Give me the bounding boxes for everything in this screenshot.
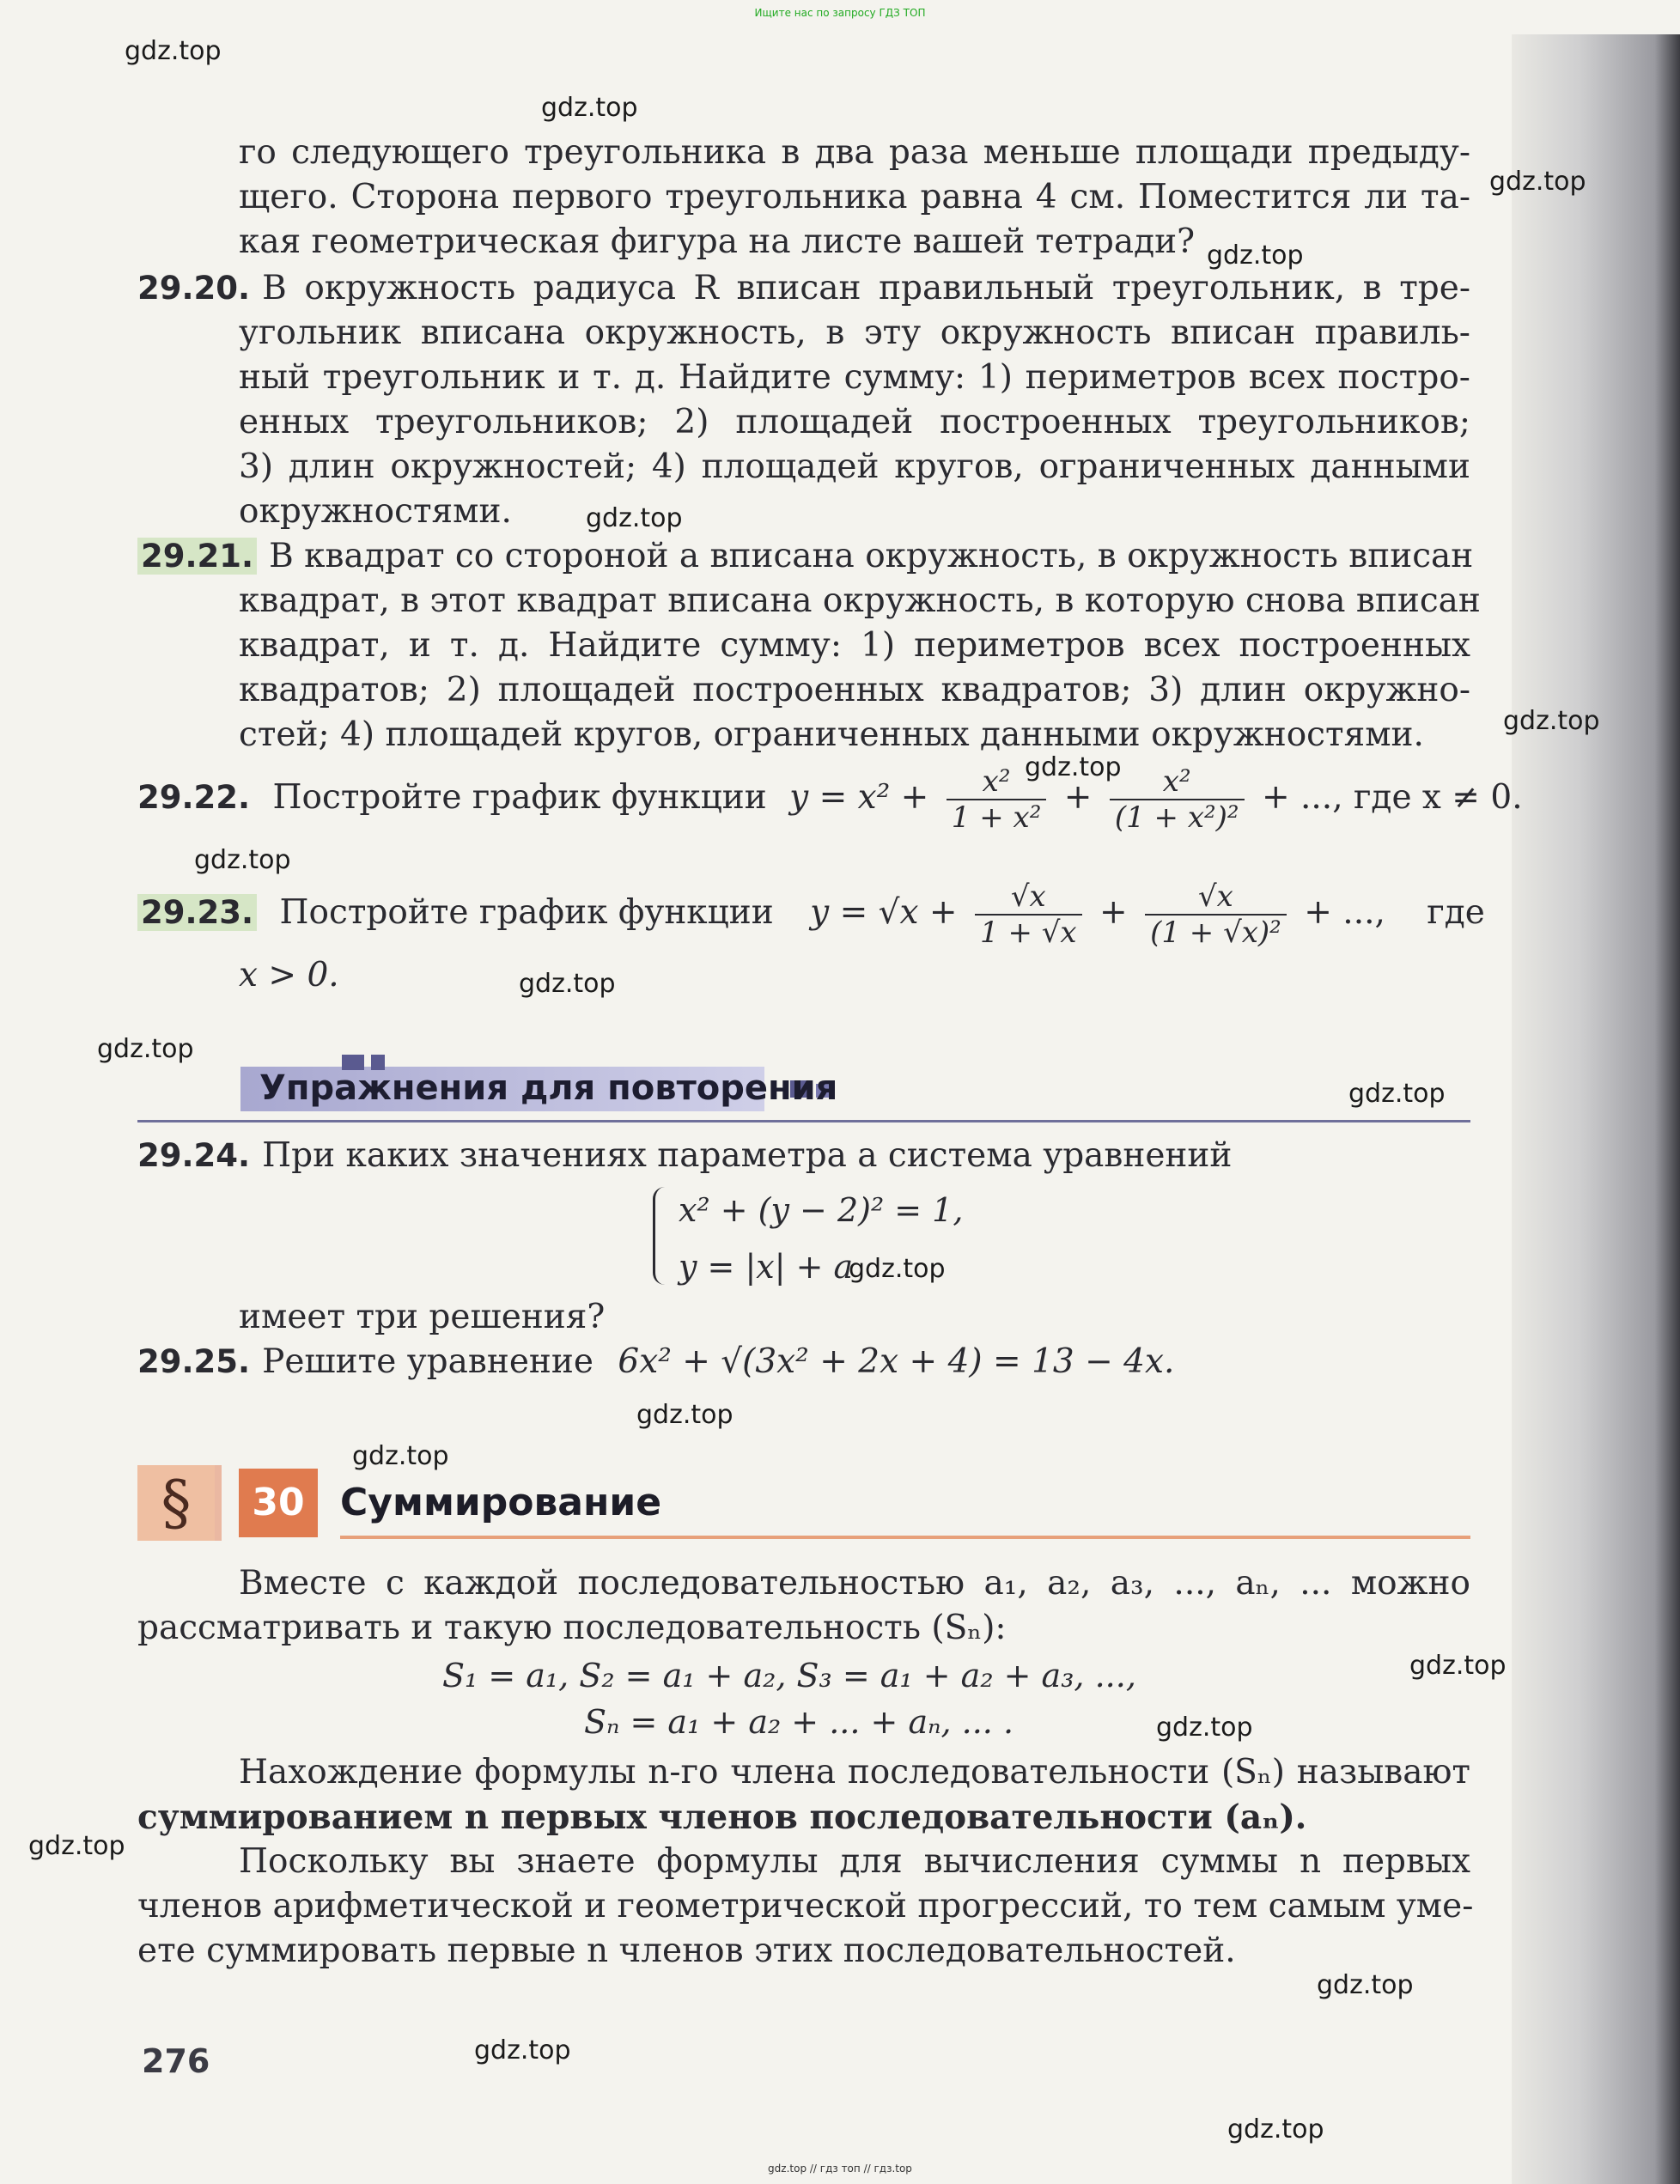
text-line: членов арифметической и геометрической прогрессий, то тем самым уме-	[137, 1887, 1474, 1925]
watermark: gdz.top	[125, 36, 222, 66]
text-line: Вместе с каждой последовательностью a₁, a₂, a₃, ..., aₙ, ... можно	[239, 1564, 1470, 1603]
numerator: √x	[1145, 879, 1287, 916]
formula: 6x² + √(3x² + 2x + 4) = 13 − 4x.	[618, 1342, 1175, 1381]
fraction	[947, 764, 1047, 835]
watermark: gdz.top	[1156, 1713, 1253, 1743]
text-line: кая геометрическая фигура на листе вашей тетради?	[239, 222, 1196, 261]
page-number: 276	[142, 2042, 210, 2080]
exercise-text: Постройте график функции	[279, 893, 774, 932]
text-line: го следующего треугольника в два раза меньше площади предыду-	[239, 133, 1470, 172]
bottom-banner: gdz.top // гдз топ // гдз.top	[768, 2163, 912, 2175]
text-line: В окружность радиуса R вписан правильный треугольник, в тре-	[262, 269, 1470, 307]
equation: x² + (y − 2)² = 1,	[679, 1191, 964, 1229]
paragraph-heading	[137, 1465, 1470, 1542]
text-line: рассматривать и такую последовательность (Sₙ):	[137, 1609, 1007, 1647]
fraction	[1145, 879, 1287, 950]
watermark: gdz.top	[1348, 1079, 1446, 1109]
watermark: gdz.top	[1227, 2114, 1324, 2144]
text-line: квадрат, в этот квадрат вписана окружность, в которую снова вписан	[239, 581, 1481, 620]
exercise-number: 29.20.	[137, 270, 251, 307]
text-line: 3) длин окружностей; 4) площадей кругов, ограниченных данными	[239, 447, 1470, 486]
top-banner: Ищите нас по запросу ГДЗ ТОП	[754, 7, 926, 19]
text-line: окружностями.	[239, 492, 512, 531]
watermark: gdz.top	[352, 1441, 449, 1471]
text-line: В квадрат со стороной a вписана окружность, в окружность вписан	[269, 537, 1474, 575]
fraction	[1110, 764, 1245, 835]
section-title: Упражнения для повторения	[259, 1068, 838, 1108]
watermark: gdz.top	[474, 2035, 571, 2065]
text-line: Поскольку вы знаете формулы для вычисления суммы n первых	[239, 1842, 1470, 1881]
text-line: стей; 4) площадей кругов, ограниченных данными окружностями.	[239, 715, 1424, 754]
plus-sign: +	[1063, 778, 1093, 817]
watermark: gdz.top	[1317, 1970, 1414, 2000]
formula: y = √x +	[810, 893, 958, 932]
text-line: енных треугольников; 2) площадей построенных треугольников;	[239, 403, 1470, 441]
numerator: √x	[975, 879, 1082, 916]
numerator: x²	[1110, 764, 1245, 800]
denominator: (1 + √x)²	[1150, 916, 1281, 950]
denominator: 1 + x²	[951, 800, 1042, 835]
watermark: gdz.top	[28, 1831, 125, 1861]
exercise-29-23	[137, 879, 1485, 965]
text-line: ете суммировать первые n членов этих последовательностей.	[137, 1932, 1236, 1970]
system-brace	[653, 1187, 667, 1285]
equation: y = |x| + a	[679, 1248, 854, 1286]
paragraph-sign: §	[137, 1465, 215, 1541]
watermark: gdz.top	[1489, 167, 1586, 197]
formula-tail: + ..., где x ≠ 0.	[1261, 778, 1523, 817]
text-line: квадратов; 2) площадей построенных квадратов; 3) длин окружно-	[239, 671, 1470, 709]
watermark: gdz.top	[1025, 752, 1122, 782]
exercise-number: 29.24.	[137, 1137, 251, 1174]
paragraph-title: Суммирование	[340, 1481, 662, 1524]
condition: x > 0.	[239, 956, 339, 995]
formula: S₁ = a₁, S₂ = a₁ + a₂, S₃ = a₁ + a₂ + a₃, ...,	[442, 1657, 1136, 1694]
fraction	[975, 879, 1082, 950]
watermark: gdz.top	[1503, 706, 1600, 736]
watermark: gdz.top	[541, 93, 638, 123]
watermark: gdz.top	[519, 969, 616, 999]
page-edge	[1512, 34, 1680, 2184]
watermark: gdz.top	[849, 1254, 946, 1284]
paragraph-number: 30	[239, 1469, 318, 1537]
watermark: gdz.top	[97, 1034, 194, 1064]
text-line: квадрат, и т. д. Найдите сумму: 1) периметров всех построенных	[239, 626, 1470, 665]
exercise-number: 29.23.	[137, 894, 257, 931]
text-line: имеет три решения?	[239, 1298, 606, 1336]
text-line: Нахождение формулы n-го члена последовательности (Sₙ) называют	[239, 1753, 1470, 1792]
watermark: gdz.top	[586, 503, 683, 533]
exercise-text: Постройте график функции	[272, 778, 767, 817]
exercise-29-20	[137, 266, 1470, 311]
exercise-29-24	[137, 1134, 1232, 1178]
text-line: угольник вписана окружность, в эту окружность вписан правиль-	[239, 313, 1470, 352]
section-heading	[137, 1058, 1470, 1122]
denominator: 1 + √x	[980, 916, 1077, 950]
exercise-number: 29.22.	[137, 779, 251, 816]
formula-tail: + ...,	[1304, 893, 1385, 932]
exercise-number: 29.25.	[137, 1343, 251, 1380]
exercise-text: Решите уравнение	[262, 1342, 593, 1381]
exercise-text: При каких значениях параметра a система уравнений	[262, 1136, 1233, 1175]
exercise-29-21	[137, 534, 1474, 579]
text-line: ный треугольник и т. д. Найдите сумму: 1) периметров всех постро-	[239, 358, 1470, 397]
watermark: gdz.top	[194, 845, 291, 875]
exercise-29-25	[137, 1340, 1174, 1384]
formula: Sₙ = a₁ + a₂ + ... + aₙ, ... .	[584, 1703, 1014, 1741]
watermark: gdz.top	[1409, 1651, 1507, 1681]
title-rule	[340, 1536, 1470, 1539]
denominator: (1 + x²)²	[1114, 800, 1239, 835]
watermark: gdz.top	[1207, 240, 1304, 271]
exercise-29-22	[137, 764, 1523, 850]
text-line: щего. Сторона первого треугольника равна 4 см. Поместится ли та-	[239, 178, 1470, 216]
plus-sign: +	[1099, 893, 1128, 932]
definition-line: суммированием n первых членов последовательности (aₙ).	[137, 1798, 1307, 1837]
watermark: gdz.top	[636, 1400, 733, 1430]
numerator: x²	[947, 764, 1047, 800]
where-word: где	[1427, 893, 1485, 932]
exercise-number: 29.21.	[137, 538, 257, 575]
formula: y = x² +	[789, 778, 929, 817]
